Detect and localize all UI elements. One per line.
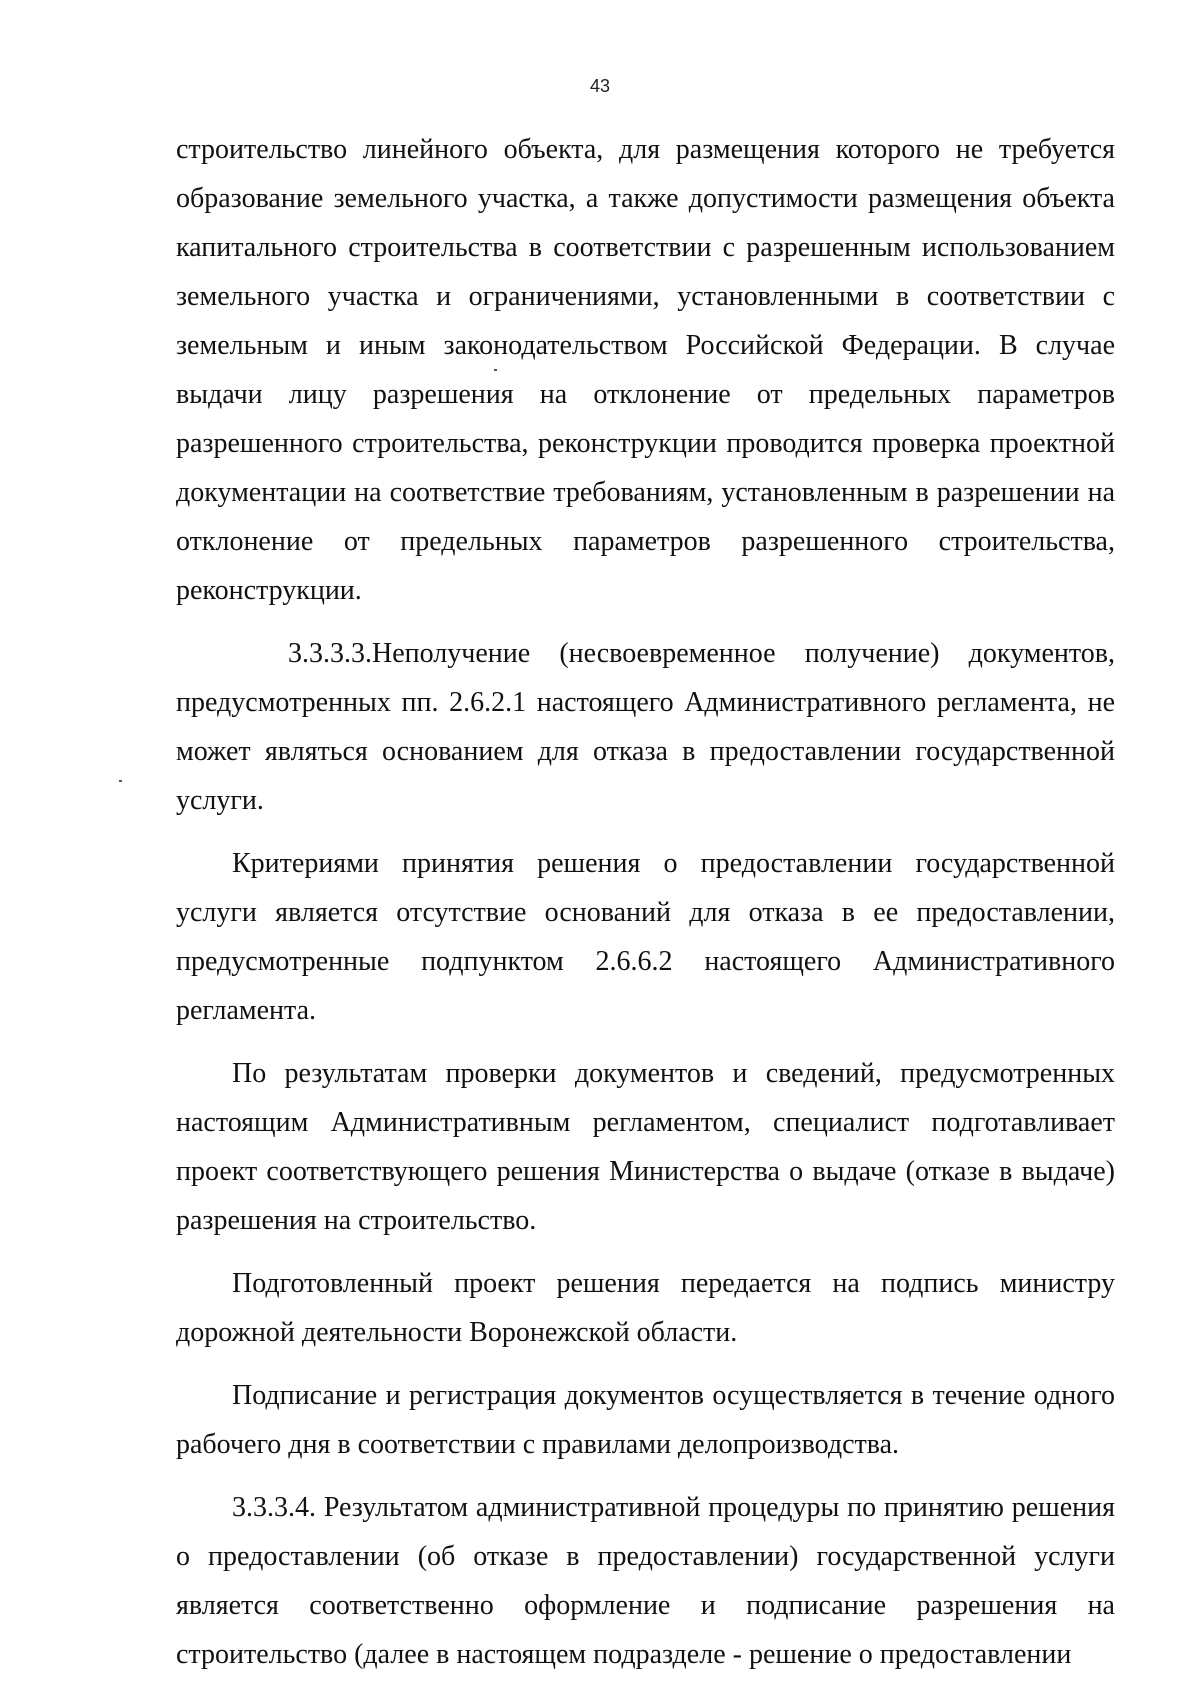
scan-speck [494, 369, 497, 371]
paragraph-criteria: Критериями принятия решения о предоставлении государственной услуги является отсутствие оснований для отказа в ее предоставлении, предусмотренные подпунктом 2.6.6.2 настоящего Административного регламента. [176, 848, 1115, 1026]
paragraph-3-3-3-4: 3.3.3.4. Результатом административной процедуры по принятию решения о предоставлении (об отказе в предоставлении) государственной услуги является соответственно оформление и подписание разрешения на строительство (далее в настоящем подразделе - решение о предоставлении [176, 1492, 1115, 1670]
paragraph-signing-registration: Подписание и регистрация документов осуществляется в течение одного рабочего дня в соответствии с правилами делопроизводства. [176, 1380, 1115, 1460]
paragraph-3-3-3-3 [176, 629, 1115, 825]
paragraph-continuation: строительство линейного объекта, для размещения которого не требуется образование земельного участка, а также допустимости размещения объекта капитального строительства в соответствии с разрешенным использованием земельного участка и ограничениями, установленными в соответствии с земельным и иным законодательством Российской Федерации. В случае выдачи лицу разрешения на отклонение от предельных параметров разрешенного строительства, реконструкции проводится проверка проектной документации на соответствие требованиям, установленным в разрешении на отклонение от предельных параметров разрешенного строительства, реконструкции. [176, 134, 1115, 606]
paragraph-text: Неполучение (несвоевременное получение) документов, предусмотренных пп. 2.6.2.1 настоящего Административного регламента, не может являться основанием для отказа в предоставлении государственной услуги. [176, 638, 1115, 816]
paragraph-draft-decision: Подготовленный проект решения передается на подпись министру дорожной деятельности Воронежской области. [176, 1268, 1115, 1348]
page-number: 43 [589, 76, 611, 96]
scan-speck [119, 780, 122, 782]
document-body [176, 125, 1115, 1679]
clause-number: 3.3.3.3. [288, 638, 372, 669]
paragraph-verification-results: По результатам проверки документов и сведений, предусмотренных настоящим Административным регламентом, специалист подготавливает проект соответствующего решения Министерства о выдаче (отказе в выдаче) разрешения на строительство. [176, 1058, 1115, 1236]
